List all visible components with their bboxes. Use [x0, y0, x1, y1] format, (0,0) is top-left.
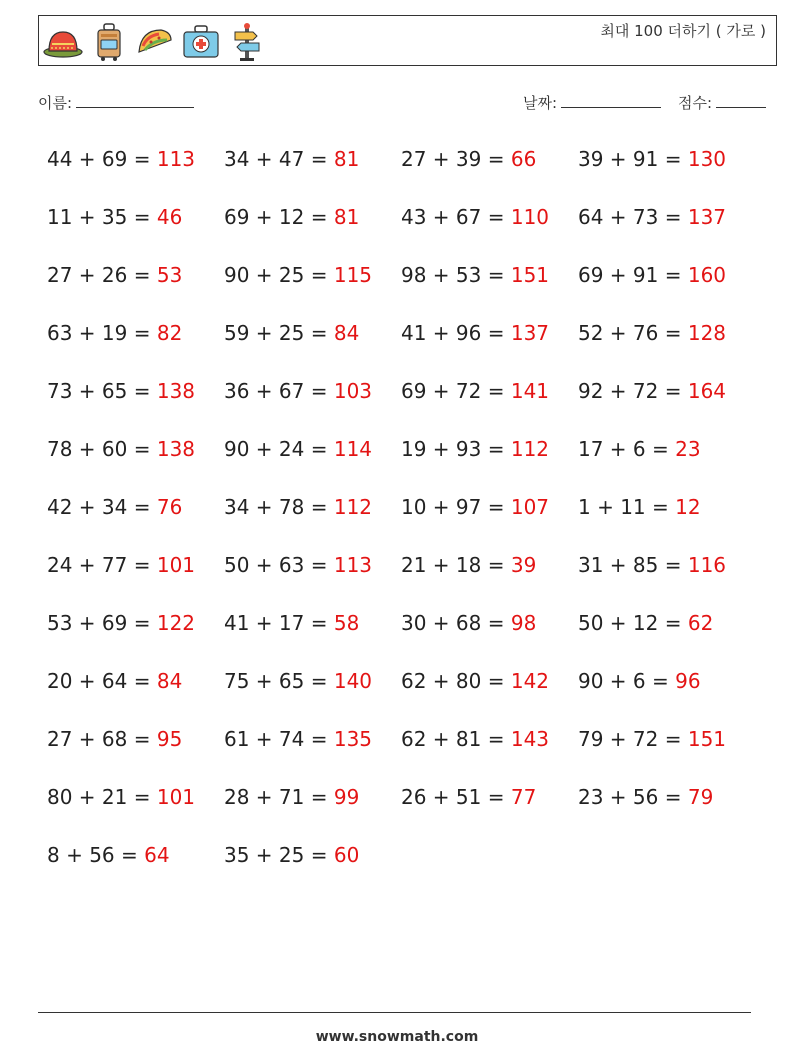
addition-problem: [224, 379, 372, 403]
problem-question: 28 + 71 =: [224, 785, 334, 809]
addition-problem: [47, 553, 195, 577]
problem-question: 61 + 74 =: [224, 727, 334, 751]
problem-question: 79 + 72 =: [578, 727, 688, 751]
problem-question: 43 + 67 =: [401, 205, 511, 229]
problem-question: 98 + 53 =: [401, 263, 511, 287]
problem-answer: 142: [510, 669, 550, 693]
problem-answer: 103: [333, 379, 373, 403]
problem-answer: 77: [510, 785, 537, 809]
addition-problem: [224, 727, 372, 751]
addition-problem: [47, 495, 182, 519]
problem-question: 21 + 18 =: [401, 553, 511, 577]
addition-problem: [224, 321, 359, 345]
addition-problem: [401, 263, 549, 287]
problem-answer: 58: [333, 611, 360, 635]
problem-answer: 128: [687, 321, 727, 345]
addition-problem: [47, 205, 182, 229]
addition-problem: [224, 553, 372, 577]
problem-question: 53 + 69 =: [47, 611, 157, 635]
problem-question: 27 + 68 =: [47, 727, 157, 751]
problem-question: 17 + 6 =: [578, 437, 676, 461]
addition-problem: [401, 147, 536, 171]
problem-question: 34 + 47 =: [224, 147, 334, 171]
addition-problem: [578, 785, 713, 809]
problem-question: 10 + 97 =: [401, 495, 511, 519]
problem-answer: 98: [510, 611, 537, 635]
addition-problem: [47, 669, 182, 693]
footer-divider: [38, 1012, 751, 1013]
problem-question: 69 + 12 =: [224, 205, 334, 229]
problem-question: 8 + 56 =: [47, 843, 145, 867]
problem-answer: 101: [156, 785, 196, 809]
problem-answer: 110: [510, 205, 550, 229]
problem-answer: 23: [675, 437, 701, 461]
addition-problem: [578, 553, 726, 577]
addition-problem: [224, 843, 359, 867]
addition-problem: [578, 379, 726, 403]
problem-answer: 84: [333, 321, 360, 345]
problem-question: 20 + 64 =: [47, 669, 157, 693]
problem-question: 1 + 11 =: [578, 495, 676, 519]
problem-question: 69 + 72 =: [401, 379, 511, 403]
problem-question: 30 + 68 =: [401, 611, 511, 635]
problem-question: 27 + 26 =: [47, 263, 157, 287]
problem-question: 44 + 69 =: [47, 147, 157, 171]
problem-answer: 113: [156, 147, 196, 171]
problem-answer: 101: [156, 553, 196, 577]
problem-question: 92 + 72 =: [578, 379, 688, 403]
problem-answer: 114: [333, 437, 373, 461]
addition-problem: [401, 379, 549, 403]
problem-answer: 130: [687, 147, 727, 171]
addition-problem: [401, 727, 549, 751]
problem-question: 69 + 91 =: [578, 263, 688, 287]
addition-problem: [578, 495, 701, 519]
addition-problem: [47, 263, 182, 287]
addition-problem: [578, 437, 701, 461]
addition-problem: [224, 669, 372, 693]
addition-problem: [47, 611, 195, 635]
addition-problem: [224, 147, 359, 171]
problem-answer: 53: [156, 263, 183, 287]
problem-question: 34 + 78 =: [224, 495, 334, 519]
problem-question: 90 + 25 =: [224, 263, 334, 287]
problem-answer: 60: [333, 843, 360, 867]
problem-answer: 115: [333, 263, 373, 287]
problem-question: 39 + 91 =: [578, 147, 688, 171]
problem-question: 78 + 60 =: [47, 437, 157, 461]
problem-answer: 79: [687, 785, 714, 809]
problem-answer: 141: [510, 379, 550, 403]
addition-problem: [401, 495, 549, 519]
problem-answer: 84: [156, 669, 183, 693]
problem-question: 11 + 35 =: [47, 205, 157, 229]
addition-problem: [578, 205, 726, 229]
problem-answer: 107: [510, 495, 550, 519]
problem-answer: 151: [510, 263, 550, 287]
name-label: 이름:: [38, 94, 73, 112]
problem-question: 36 + 67 =: [224, 379, 334, 403]
problem-question: 31 + 85 =: [578, 553, 688, 577]
addition-problem: [401, 611, 536, 635]
problem-answer: 95: [156, 727, 183, 751]
date-label: 날짜:: [523, 94, 558, 112]
problem-answer: 112: [333, 495, 373, 519]
page-title: 최대 100 더하기 ( 가로 ): [600, 22, 766, 40]
addition-problem: [47, 727, 182, 751]
problem-answer: 143: [510, 727, 550, 751]
problem-answer: 116: [687, 553, 727, 577]
problem-answer: 160: [687, 263, 727, 287]
problem-question: 35 + 25 =: [224, 843, 334, 867]
problem-question: 63 + 19 =: [47, 321, 157, 345]
problem-answer: 140: [333, 669, 373, 693]
problem-question: 75 + 65 =: [224, 669, 334, 693]
addition-problem: [401, 553, 536, 577]
addition-problem: [47, 379, 195, 403]
footer-url: www.snowmath.com: [315, 1029, 479, 1045]
problem-answer: 112: [510, 437, 550, 461]
problem-question: 80 + 21 =: [47, 785, 157, 809]
problem-question: 52 + 76 =: [578, 321, 688, 345]
problem-question: 26 + 51 =: [401, 785, 511, 809]
addition-problem: [578, 147, 726, 171]
addition-problem: [401, 437, 549, 461]
problem-answer: 96: [675, 669, 701, 693]
problem-question: 23 + 56 =: [578, 785, 688, 809]
problem-answer: 39: [510, 553, 537, 577]
problem-question: 50 + 63 =: [224, 553, 334, 577]
addition-problem: [47, 437, 195, 461]
addition-problem: [224, 611, 359, 635]
problem-question: 27 + 39 =: [401, 147, 511, 171]
problem-answer: 64: [144, 843, 170, 867]
addition-problem: [578, 321, 726, 345]
problem-question: 42 + 34 =: [47, 495, 157, 519]
addition-problem: [224, 785, 359, 809]
addition-problem: [47, 147, 195, 171]
problem-answer: 46: [156, 205, 183, 229]
problem-answer: 137: [687, 205, 727, 229]
problem-answer: 82: [156, 321, 183, 345]
problem-answer: 135: [333, 727, 373, 751]
problem-answer: 164: [687, 379, 727, 403]
addition-problem: [401, 321, 549, 345]
problem-answer: 12: [675, 495, 701, 519]
addition-problem: [224, 495, 372, 519]
problem-question: 62 + 81 =: [401, 727, 511, 751]
problem-answer: 66: [510, 147, 537, 171]
problem-question: 73 + 65 =: [47, 379, 157, 403]
addition-problem: [47, 321, 182, 345]
addition-problem: [47, 843, 170, 867]
addition-problem: [224, 205, 359, 229]
addition-problem: [401, 785, 536, 809]
addition-problem: [224, 263, 372, 287]
addition-problem: [401, 669, 549, 693]
problem-question: 50 + 12 =: [578, 611, 688, 635]
score-label: 점수:: [678, 94, 713, 112]
problem-answer: 81: [333, 205, 360, 229]
problem-answer: 137: [510, 321, 550, 345]
problem-question: 90 + 24 =: [224, 437, 334, 461]
addition-problem: [578, 669, 701, 693]
problem-question: 41 + 96 =: [401, 321, 511, 345]
problem-answer: 151: [687, 727, 727, 751]
problem-question: 90 + 6 =: [578, 669, 676, 693]
problem-question: 59 + 25 =: [224, 321, 334, 345]
addition-problem: [47, 785, 195, 809]
addition-problem: [401, 205, 549, 229]
addition-problem: [578, 611, 713, 635]
problem-question: 62 + 80 =: [401, 669, 511, 693]
addition-problem: [224, 437, 372, 461]
addition-problem: [578, 263, 726, 287]
problem-answer: 76: [156, 495, 183, 519]
problem-answer: 138: [156, 379, 196, 403]
problem-question: 19 + 93 =: [401, 437, 511, 461]
problem-answer: 138: [156, 437, 196, 461]
problem-answer: 113: [333, 553, 373, 577]
problem-answer: 62: [687, 611, 714, 635]
problem-question: 41 + 17 =: [224, 611, 334, 635]
problem-answer: 81: [333, 147, 360, 171]
problem-answer: 99: [333, 785, 360, 809]
addition-problem: [578, 727, 726, 751]
problem-question: 24 + 77 =: [47, 553, 157, 577]
problem-answer: 122: [156, 611, 196, 635]
problem-question: 64 + 73 =: [578, 205, 688, 229]
